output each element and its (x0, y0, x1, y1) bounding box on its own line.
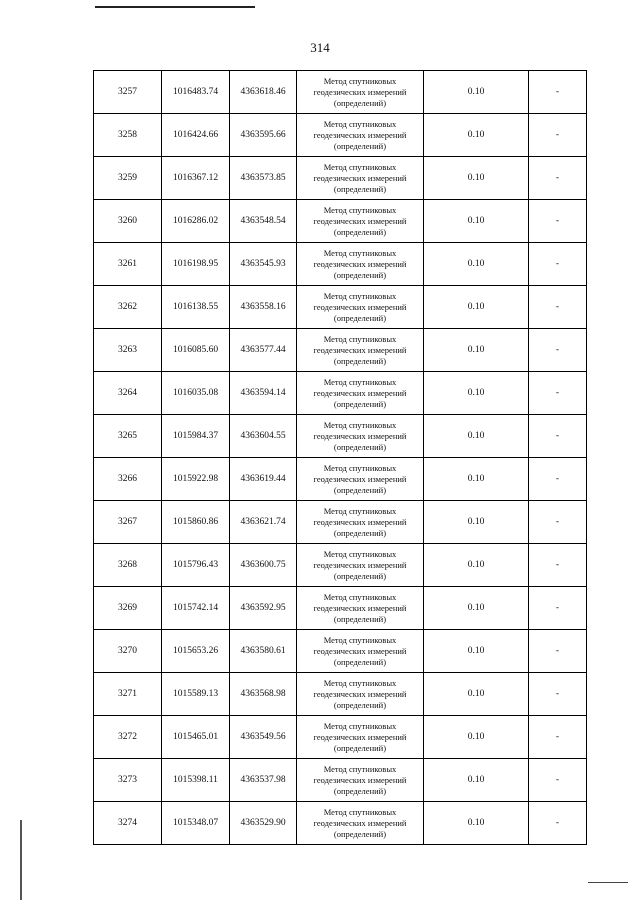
precision-cell: 0.10 (424, 802, 529, 845)
table-row (94, 200, 587, 243)
y-coordinate-cell: 4363580.61 (230, 630, 297, 673)
table-row (94, 114, 587, 157)
y-coordinate-cell: 4363619.44 (230, 458, 297, 501)
x-coordinate-cell: 1015984.37 (162, 415, 230, 458)
x-coordinate-cell: 1016424.66 (162, 114, 230, 157)
x-coordinate-cell: 1016198.95 (162, 243, 230, 286)
point-id-cell: 3264 (94, 372, 162, 415)
y-coordinate-cell: 4363604.55 (230, 415, 297, 458)
y-coordinate-cell: 4363621.74 (230, 501, 297, 544)
y-coordinate-cell: 4363548.54 (230, 200, 297, 243)
method-cell: Метод спутниковых геодезических измерений (определений) (297, 501, 424, 544)
method-cell: Метод спутниковых геодезических измерений (определений) (297, 200, 424, 243)
method-cell: Метод спутниковых геодезических измерений (определений) (297, 372, 424, 415)
method-cell: Метод спутниковых геодезических измерений (определений) (297, 243, 424, 286)
precision-cell: 0.10 (424, 286, 529, 329)
point-id-cell: 3268 (94, 544, 162, 587)
x-coordinate-cell: 1015742.14 (162, 587, 230, 630)
precision-cell: 0.10 (424, 587, 529, 630)
point-id-cell: 3261 (94, 243, 162, 286)
method-cell: Метод спутниковых геодезических измерений (определений) (297, 157, 424, 200)
point-id-cell: 3259 (94, 157, 162, 200)
note-cell: - (529, 243, 587, 286)
method-cell: Метод спутниковых геодезических измерений (определений) (297, 544, 424, 587)
precision-cell: 0.10 (424, 673, 529, 716)
table-row (94, 673, 587, 716)
x-coordinate-cell: 1015922.98 (162, 458, 230, 501)
note-cell: - (529, 157, 587, 200)
note-cell: - (529, 458, 587, 501)
point-id-cell: 3269 (94, 587, 162, 630)
precision-cell: 0.10 (424, 759, 529, 802)
table-row (94, 71, 587, 114)
note-cell: - (529, 286, 587, 329)
table-row (94, 458, 587, 501)
table-row (94, 716, 587, 759)
method-cell: Метод спутниковых геодезических измерений (определений) (297, 673, 424, 716)
scan-artifact-left-margin-line (20, 820, 22, 900)
x-coordinate-cell: 1016286.02 (162, 200, 230, 243)
note-cell: - (529, 329, 587, 372)
precision-cell: 0.10 (424, 415, 529, 458)
method-cell: Метод спутниковых геодезических измерений (определений) (297, 630, 424, 673)
point-id-cell: 3266 (94, 458, 162, 501)
table-row (94, 630, 587, 673)
point-id-cell: 3263 (94, 329, 162, 372)
precision-cell: 0.10 (424, 372, 529, 415)
note-cell: - (529, 415, 587, 458)
precision-cell: 0.10 (424, 630, 529, 673)
x-coordinate-cell: 1015398.11 (162, 759, 230, 802)
x-coordinate-cell: 1016085.60 (162, 329, 230, 372)
x-coordinate-cell: 1015860.86 (162, 501, 230, 544)
precision-cell: 0.10 (424, 716, 529, 759)
table-row (94, 759, 587, 802)
method-cell: Метод спутниковых геодезических измерений (определений) (297, 71, 424, 114)
y-coordinate-cell: 4363549.56 (230, 716, 297, 759)
note-cell: - (529, 673, 587, 716)
point-id-cell: 3271 (94, 673, 162, 716)
y-coordinate-cell: 4363618.46 (230, 71, 297, 114)
point-id-cell: 3273 (94, 759, 162, 802)
table-row (94, 587, 587, 630)
table-row (94, 544, 587, 587)
table-row (94, 243, 587, 286)
point-id-cell: 3260 (94, 200, 162, 243)
page-number: 314 (310, 40, 330, 55)
x-coordinate-cell: 1016483.74 (162, 71, 230, 114)
method-cell: Метод спутниковых геодезических измерений (определений) (297, 802, 424, 845)
note-cell: - (529, 544, 587, 587)
precision-cell: 0.10 (424, 157, 529, 200)
y-coordinate-cell: 4363529.90 (230, 802, 297, 845)
note-cell: - (529, 501, 587, 544)
precision-cell: 0.10 (424, 544, 529, 587)
table-row (94, 157, 587, 200)
y-coordinate-cell: 4363595.66 (230, 114, 297, 157)
y-coordinate-cell: 4363537.98 (230, 759, 297, 802)
scan-artifact-top-line (95, 6, 255, 8)
note-cell: - (529, 802, 587, 845)
method-cell: Метод спутниковых геодезических измерений (определений) (297, 716, 424, 759)
x-coordinate-cell: 1015348.07 (162, 802, 230, 845)
table-row (94, 286, 587, 329)
method-cell: Метод спутниковых геодезических измерений (определений) (297, 587, 424, 630)
precision-cell: 0.10 (424, 458, 529, 501)
x-coordinate-cell: 1016138.55 (162, 286, 230, 329)
precision-cell: 0.10 (424, 71, 529, 114)
precision-cell: 0.10 (424, 329, 529, 372)
point-id-cell: 3267 (94, 501, 162, 544)
method-cell: Метод спутниковых геодезических измерений (определений) (297, 759, 424, 802)
note-cell: - (529, 200, 587, 243)
table-row (94, 501, 587, 544)
point-id-cell: 3270 (94, 630, 162, 673)
point-id-cell: 3272 (94, 716, 162, 759)
precision-cell: 0.10 (424, 114, 529, 157)
note-cell: - (529, 71, 587, 114)
note-cell: - (529, 114, 587, 157)
x-coordinate-cell: 1016367.12 (162, 157, 230, 200)
method-cell: Метод спутниковых геодезических измерений (определений) (297, 286, 424, 329)
method-cell: Метод спутниковых геодезических измерений (определений) (297, 114, 424, 157)
y-coordinate-cell: 4363573.85 (230, 157, 297, 200)
x-coordinate-cell: 1015589.13 (162, 673, 230, 716)
point-id-cell: 3257 (94, 71, 162, 114)
point-id-cell: 3274 (94, 802, 162, 845)
x-coordinate-cell: 1015465.01 (162, 716, 230, 759)
y-coordinate-cell: 4363577.44 (230, 329, 297, 372)
x-coordinate-cell: 1015796.43 (162, 544, 230, 587)
scan-artifact-bottom-line (588, 882, 628, 883)
precision-cell: 0.10 (424, 243, 529, 286)
y-coordinate-cell: 4363568.98 (230, 673, 297, 716)
point-id-cell: 3262 (94, 286, 162, 329)
y-coordinate-cell: 4363594.14 (230, 372, 297, 415)
point-id-cell: 3265 (94, 415, 162, 458)
x-coordinate-cell: 1016035.08 (162, 372, 230, 415)
y-coordinate-cell: 4363545.93 (230, 243, 297, 286)
x-coordinate-cell: 1015653.26 (162, 630, 230, 673)
note-cell: - (529, 372, 587, 415)
note-cell: - (529, 587, 587, 630)
note-cell: - (529, 716, 587, 759)
coordinates-table (93, 70, 587, 845)
table-row (94, 802, 587, 845)
table-row (94, 329, 587, 372)
point-id-cell: 3258 (94, 114, 162, 157)
table-row (94, 415, 587, 458)
precision-cell: 0.10 (424, 501, 529, 544)
y-coordinate-cell: 4363558.16 (230, 286, 297, 329)
coordinates-table-body (94, 71, 587, 845)
method-cell: Метод спутниковых геодезических измерений (определений) (297, 329, 424, 372)
y-coordinate-cell: 4363600.75 (230, 544, 297, 587)
table-row (94, 372, 587, 415)
method-cell: Метод спутниковых геодезических измерений (определений) (297, 415, 424, 458)
note-cell: - (529, 759, 587, 802)
y-coordinate-cell: 4363592.95 (230, 587, 297, 630)
precision-cell: 0.10 (424, 200, 529, 243)
method-cell: Метод спутниковых геодезических измерений (определений) (297, 458, 424, 501)
note-cell: - (529, 630, 587, 673)
